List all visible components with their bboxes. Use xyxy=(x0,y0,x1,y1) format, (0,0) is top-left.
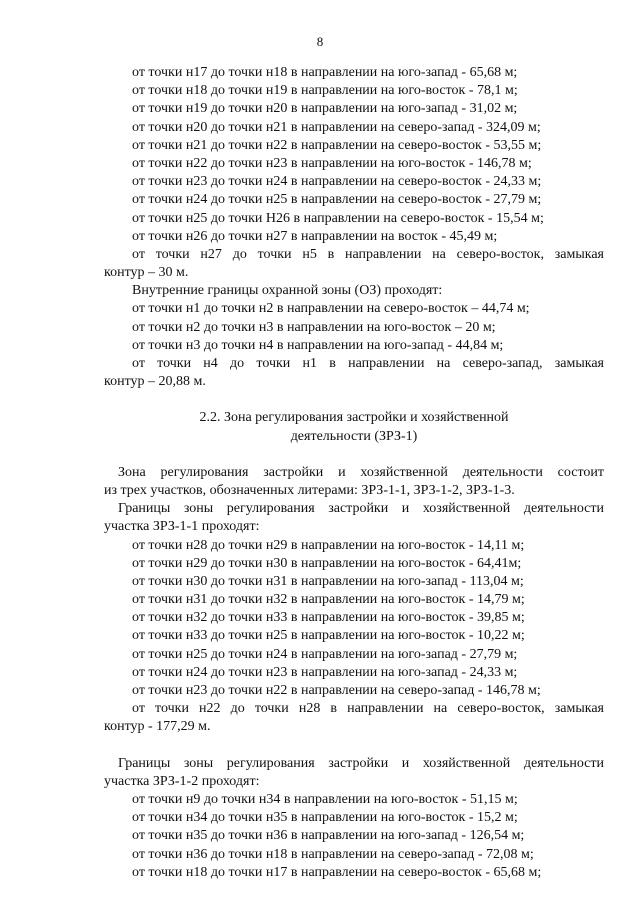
zrz-1-1-boundaries xyxy=(104,500,604,736)
list-item: от точки н2 до точки н3 в направлении на юго-восток – 20 м; xyxy=(132,319,496,335)
paragraph-line: из трех участков, обозначенных литерами: ЗРЗ-1-1, ЗРЗ-1-2, ЗРЗ-1-3. xyxy=(104,482,515,498)
list-item: от точки н25 до точки Н26 в направлении на северо-восток - 15,54 м; xyxy=(132,210,544,226)
list-item-closing-cont: контур – 30 м. xyxy=(104,265,189,281)
list-item: от точки н23 до точки н22 в направлении на северо-запад - 146,78 м; xyxy=(132,683,541,698)
section-heading-line: 2.2. Зона регулирования застройки и хозяйственной xyxy=(199,410,509,426)
document-body xyxy=(104,64,604,882)
paragraph-line: Зона регулирования застройки и хозяйственной деятельности состоит xyxy=(118,464,604,480)
list-item: от точки н24 до точки н23 в направлении на юго-запад - 24,33 м; xyxy=(132,664,518,680)
list-item-closing: от точки н22 до точки н28 в направлении на северо-восток, замыкая xyxy=(132,701,604,717)
paragraph-title: Границы зоны регулирования застройки и хозяйственной деятельности xyxy=(118,755,604,771)
intro-paragraph xyxy=(104,464,604,500)
paragraph-title-cont: участка ЗРЗ-1-1 проходят: xyxy=(104,519,260,535)
paragraph-title-cont: участка ЗРЗ-1-2 проходят: xyxy=(104,773,260,789)
list-item: от точки н33 до точки н25 в направлении на юго-восток - 10,22 м; xyxy=(132,628,525,644)
list-item: от точки н36 до точки н18 в направлении на северо-запад - 72,08 м; xyxy=(132,846,534,862)
list-item: от точки н35 до точки н36 в направлении на юго-запад - 126,54 м; xyxy=(132,828,525,844)
list-item: от точки н3 до точки н4 в направлении на юго-запад - 44,84 м; xyxy=(132,337,504,353)
list-item: от точки н18 до точки н17 в направлении на северо-восток - 65,68 м; xyxy=(132,864,542,880)
list-item: от точки н32 до точки н33 в направлении на юго-восток - 39,85 м; xyxy=(132,610,525,626)
list-item: от точки н9 до точки н34 в направлении на юго-восток - 51,15 м; xyxy=(132,791,518,807)
list-item: от точки н19 до точки н20 в направлении на юго-запад - 31,02 м; xyxy=(132,101,518,117)
list-item-closing: от точки н27 до точки н5 в направлении на северо-восток, замыкая xyxy=(132,246,604,262)
list-item: от точки н23 до точки н24 в направлении на северо-восток - 24,33 м; xyxy=(132,174,542,190)
list-item: от точки н24 до точки н25 в направлении на северо-восток - 27,79 м; xyxy=(132,192,542,208)
list-item: от точки н22 до точки н23 в направлении на юго-восток - 146,78 м; xyxy=(132,155,532,171)
paragraph-title: Границы зоны регулирования застройки и хозяйственной деятельности xyxy=(118,501,604,517)
paragraph-title: Внутренние границы охранной зоны (ОЗ) проходят: xyxy=(132,283,443,299)
boundary-list-continued xyxy=(104,64,604,282)
list-item: от точки н28 до точки н29 в направлении на юго-восток - 14,11 м; xyxy=(132,537,525,553)
list-item: от точки н17 до точки н18 в направлении на юго-запад - 65,68 м; xyxy=(132,65,518,80)
list-item: от точки н21 до точки н22 в направлении на северо-восток - 53,55 м; xyxy=(132,137,542,153)
list-item: от точки н1 до точки н2 в направлении на северо-восток – 44,74 м; xyxy=(132,301,530,317)
section-heading-line: деятельности (ЗРЗ-1) xyxy=(290,428,418,444)
list-item: от точки н20 до точки н21 в направлении на северо-запад - 324,09 м; xyxy=(132,119,541,135)
list-item: от точки н18 до точки н19 в направлении на юго-восток - 78,1 м; xyxy=(132,83,518,99)
zrz-1-2-boundaries xyxy=(104,755,604,882)
list-item: от точки н34 до точки н35 в направлении на юго-восток - 15,2 м; xyxy=(132,810,518,826)
list-item: от точки н25 до точки н24 в направлении на юго-запад - 27,79 м; xyxy=(132,646,518,662)
list-item: от точки н26 до точки н27 в направлении на восток - 45,49 м; xyxy=(132,228,498,244)
list-item-closing-cont: контур – 20,88 м. xyxy=(104,374,206,390)
list-item: от точки н29 до точки н30 в направлении на юго-восток - 64,41м; xyxy=(132,555,522,571)
list-item-closing: от точки н4 до точки н1 в направлении на северо-запад, замыкая xyxy=(132,356,604,371)
list-item: от точки н31 до точки н32 в направлении на юго-восток - 14,79 м; xyxy=(132,592,525,608)
section-heading xyxy=(104,409,604,445)
list-item: от точки н30 до точки н31 в направлении на юго-запад - 113,04 м; xyxy=(132,573,524,589)
page-number: 8 xyxy=(316,34,324,49)
list-item-closing-cont: контур - 177,29 м. xyxy=(104,719,211,735)
protection-zone-boundaries xyxy=(104,282,604,391)
